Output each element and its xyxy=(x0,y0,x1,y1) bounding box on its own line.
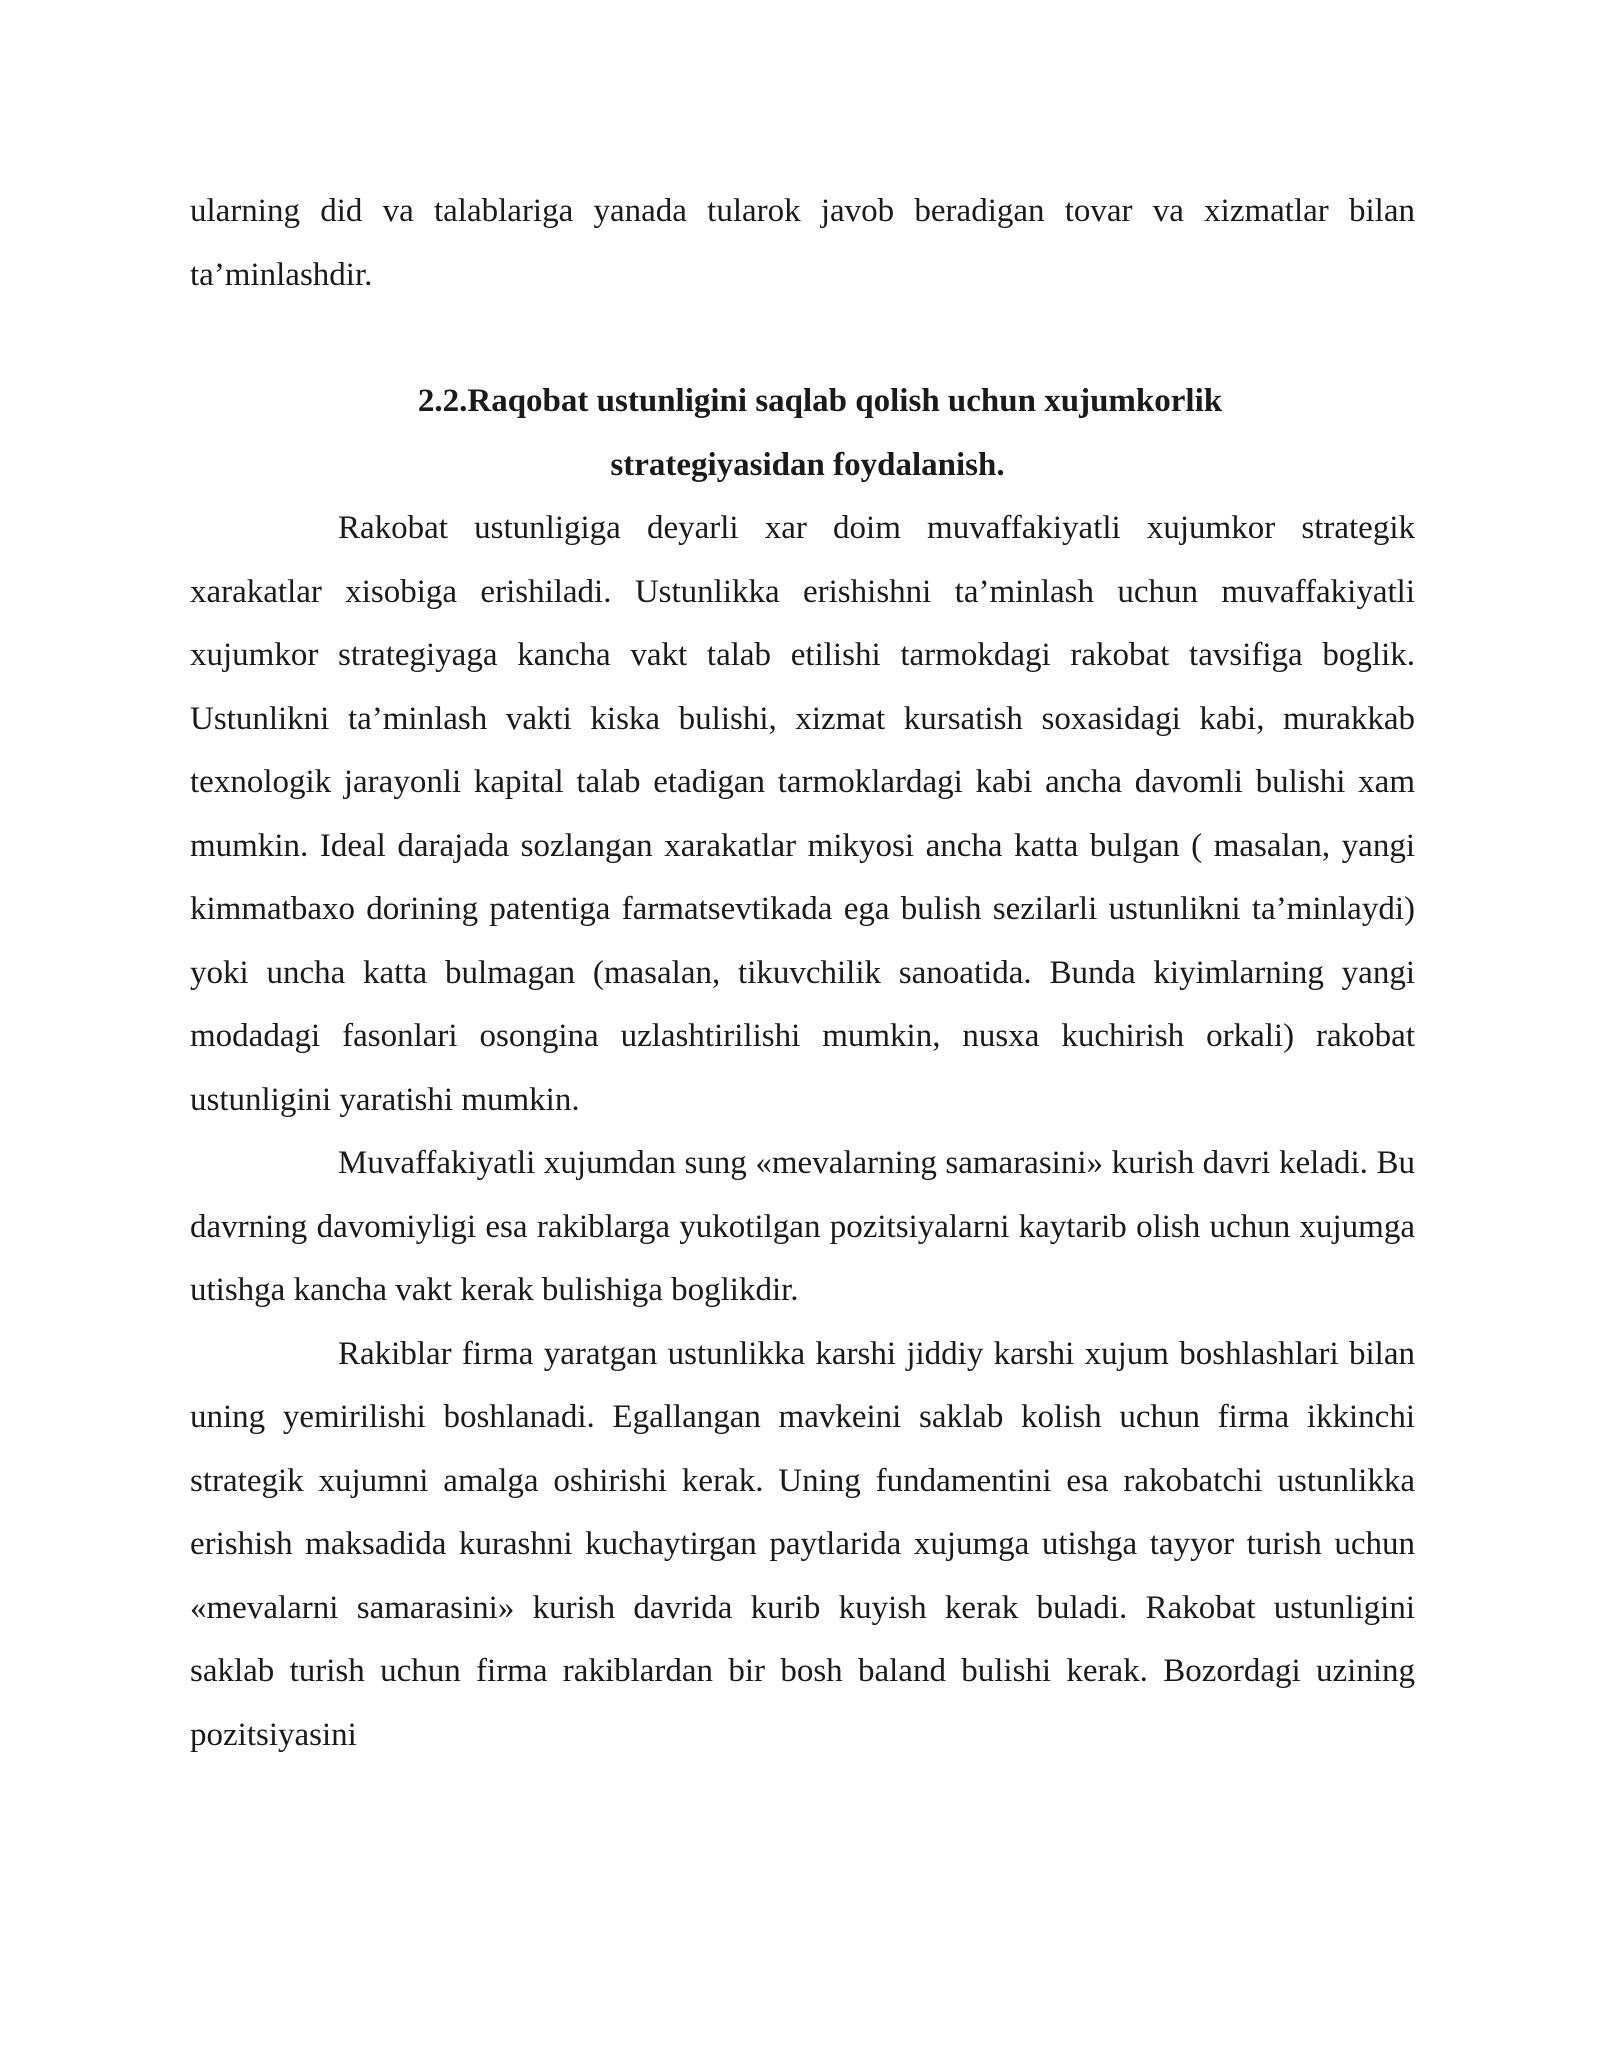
section-heading-line-1: 2.2.Raqobat ustunligini saqlab qolish uchun xujumkorlik xyxy=(417,383,1223,419)
body-paragraph: Rakobat ustunligiga deyarli xar doim muvaffakiyatli xujumkor strategik xarakatlar xisobiga erishiladi. Ustunlikka erishishni ta’minlash uchun muvaffakiyatli xujumkor strategiyaga kancha vakt talab etilishi tarmokdagi rakobat tavsifiga boglik. Ustunlikni ta’minlash vakti kiska bulishi, xizmat kursatish soxasidagi kabi, murakkab texnologik jarayonli kapital talab etadigan tarmoklardagi kabi ancha davomli bulishi xam mumkin. Ideal darajada sozlangan xarakatlar mikyosi ancha katta bulgan ( masalan, yangi kimmatbaxo dorining patentiga farmatsevtikada ega bulish sezilarli ustunlikni ta’minlaydi) yoki uncha katta bulmagan (masalan, tikuvchilik sanoatida. Bunda kiyimlarning yangi modadagi fasonlari osongina uzlashtirilishi mumkin, nusxa kuchirish orkali) rakobat ustunligini yaratishi mumkin. xyxy=(190,510,1415,1118)
body-paragraph: Rakiblar firma yaratgan ustunlikka karshi jiddiy karshi xujum boshlashlari bilan uning yemirilishi boshlanadi. Egallangan mavkeini saklab kolish uchun firma ikkinchi strategik xujumni amalga oshirishi kerak. Uning fundamentini esa rakobatchi ustunlikka erishish maksadida kurashni kuchaytirgan paytlarida xujumga utishga tayyor turish uchun «mevalarni samarasini» kurish davrida kurib kuyish kerak buladi. Rakobat ustunligini saklab turish uchun firma rakiblardan bir bosh baland bulishi kerak. Bozordagi uzining pozitsiyasini xyxy=(190,1335,1415,1753)
section-heading-line-2: strategiyasidan foydalanish. xyxy=(610,446,1005,483)
document-body xyxy=(190,180,1415,1767)
intro-paragraph: ularning did va talablariga yanada tularok javob beradigan tovar va xizmatlar bilan ta’minlashdir. xyxy=(190,193,1415,293)
body-paragraph: Muvaffakiyatli xujumdan sung «mevalarning samarasini» kurish davri keladi. Bu davrning davomiyligi esa rakiblarga yukotilgan pozitsiyalarni kaytarib olish uchun xujumga utishga kancha vakt kerak bulishiga boglikdir. xyxy=(190,1145,1415,1308)
section-heading xyxy=(190,370,1415,497)
